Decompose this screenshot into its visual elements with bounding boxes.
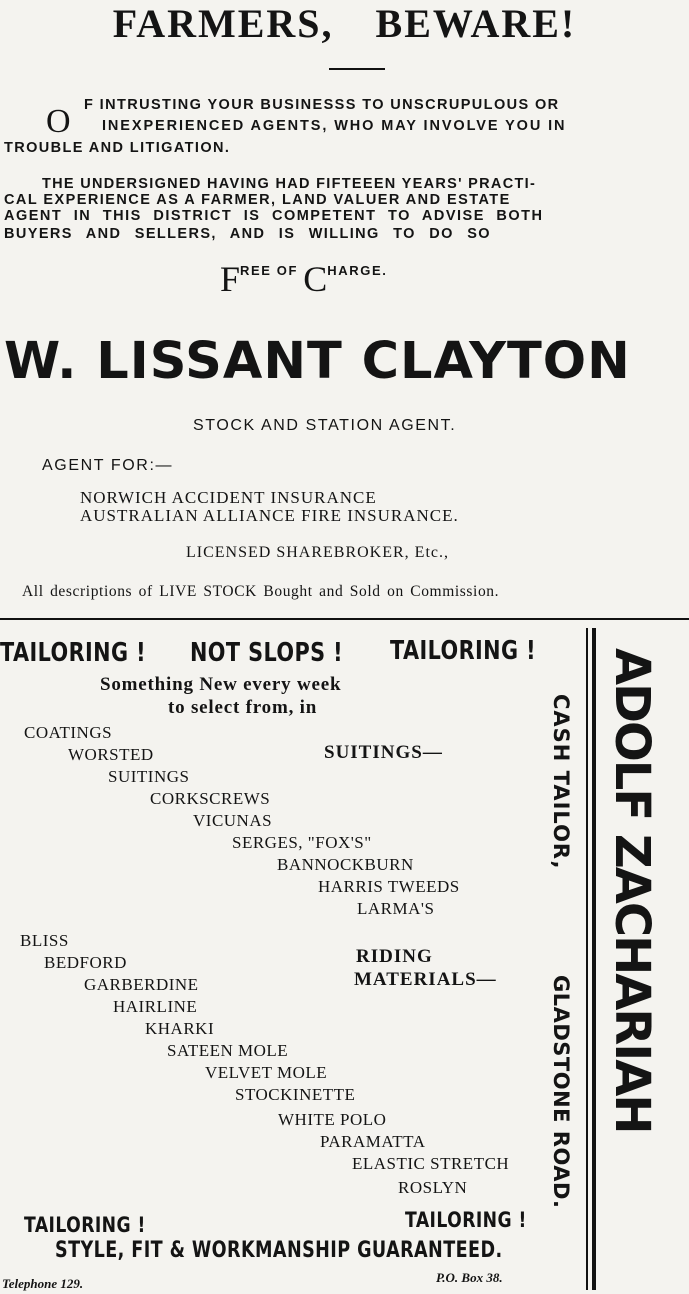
banner-tailoring-right: TAILORING ! — [390, 636, 536, 666]
para2-line3: AGENT IN THIS DISTRICT IS COMPETENT TO ADVISE BOTH — [4, 208, 544, 224]
list-item: WHITE POLO — [278, 1110, 387, 1129]
free-cap-c: C — [303, 259, 328, 299]
divider-dash — [329, 68, 385, 70]
list-item: HARRIS TWEEDS — [318, 877, 460, 896]
suitings-heading: SUITINGS— — [324, 742, 443, 763]
list-item: KHARKI — [145, 1019, 215, 1038]
something-new: Something New every week — [100, 674, 342, 695]
para2-line4: BUYERS AND SELLERS, AND IS WILLING TO DO SO — [4, 226, 491, 242]
agent-name: W. LISSANT CLAYTON — [4, 332, 631, 391]
vertical-adolf-zachariah: ADOLF ZACHARIAH — [604, 648, 660, 1133]
footer-tailoring-left: TAILORING ! — [24, 1213, 146, 1237]
po-box: P.O. Box 38. — [436, 1270, 503, 1285]
free-of-charge — [220, 258, 387, 300]
agent-for: AGENT FOR:— — [42, 457, 174, 474]
headline: FARMERS, BEWARE! — [112, 1, 577, 46]
agent-role: STOCK AND STATION AGENT. — [193, 417, 457, 434]
list-item: BANNOCKBURN — [277, 855, 414, 874]
telephone: Telephone 129. — [2, 1276, 84, 1291]
para1-line2: INEXPERIENCED AGENTS, WHO MAY INVOLVE YOU IN — [102, 118, 567, 134]
list-item: BEDFORD — [44, 953, 127, 972]
charge-rest: HARGE. — [327, 263, 388, 278]
list-item: LARMA'S — [357, 899, 435, 918]
list-item: ELASTIC STRETCH — [352, 1154, 510, 1173]
list-item: PARAMATTA — [320, 1132, 426, 1151]
para2-line1: THE UNDERSIGNED HAVING HAD FIFTEEEN YEARS' PRACTI- — [42, 176, 537, 192]
list-item: STOCKINETTE — [235, 1085, 356, 1104]
to-select-from: to select from, in — [168, 697, 318, 718]
free-cap-f: F — [220, 259, 241, 299]
vertical-cash-tailor: CASH TAILOR, — [549, 694, 573, 870]
vertical-gladstone-road: GLADSTONE ROAD. — [549, 975, 573, 1209]
list-item: VELVET MOLE — [205, 1063, 328, 1082]
guarantee-line: STYLE, FIT & WORKMANSHIP GUARANTEED. — [55, 1238, 503, 1263]
banner-tailoring-left: TAILORING ! — [0, 638, 146, 668]
column-rule-left — [586, 628, 588, 1290]
list-item: CORKSCREWS — [150, 789, 271, 808]
list-item: ROSLYN — [398, 1178, 468, 1197]
list-item: SUITINGS — [108, 767, 190, 786]
list-item: HAIRLINE — [113, 997, 198, 1016]
list-item: BLISS — [20, 931, 69, 950]
free-rest: REE OF — [240, 263, 304, 278]
riding-heading-1: RIDING — [356, 946, 433, 967]
para1-line3: TROUBLE AND LITIGATION. — [4, 140, 231, 156]
insurance-australian: AUSTRALIAN ALLIANCE FIRE INSURANCE. — [80, 506, 459, 525]
livestock-line: All descriptions of LIVE STOCK Bought and Sold on Commission. — [22, 583, 500, 600]
insurance-norwich: NORWICH ACCIDENT INSURANCE — [80, 488, 377, 507]
list-item: SERGES, "FOX'S" — [232, 833, 372, 852]
para1-line1: F INTRUSTING YOUR BUSINESSS TO UNSCRUPULOUS OR — [84, 97, 560, 113]
list-item: WORSTED — [68, 745, 154, 764]
column-rule-left-thick — [592, 628, 596, 1290]
licensed-sharebroker: LICENSED SHAREBROKER, Etc., — [186, 544, 449, 561]
section-divider — [0, 618, 689, 620]
banner-not-slops: NOT SLOPS ! — [190, 638, 344, 668]
riding-heading-2: MATERIALS— — [354, 969, 497, 990]
list-item: GARBERDINE — [84, 975, 199, 994]
list-item: COATINGS — [24, 723, 113, 742]
dropcap-o: O — [46, 103, 71, 140]
list-item: SATEEN MOLE — [167, 1041, 289, 1060]
footer-tailoring-right: TAILORING ! — [405, 1208, 527, 1232]
para2-line2: CAL EXPERIENCE AS A FARMER, LAND VALUER AND ESTATE — [4, 192, 511, 208]
list-item: VICUNAS — [193, 811, 273, 830]
